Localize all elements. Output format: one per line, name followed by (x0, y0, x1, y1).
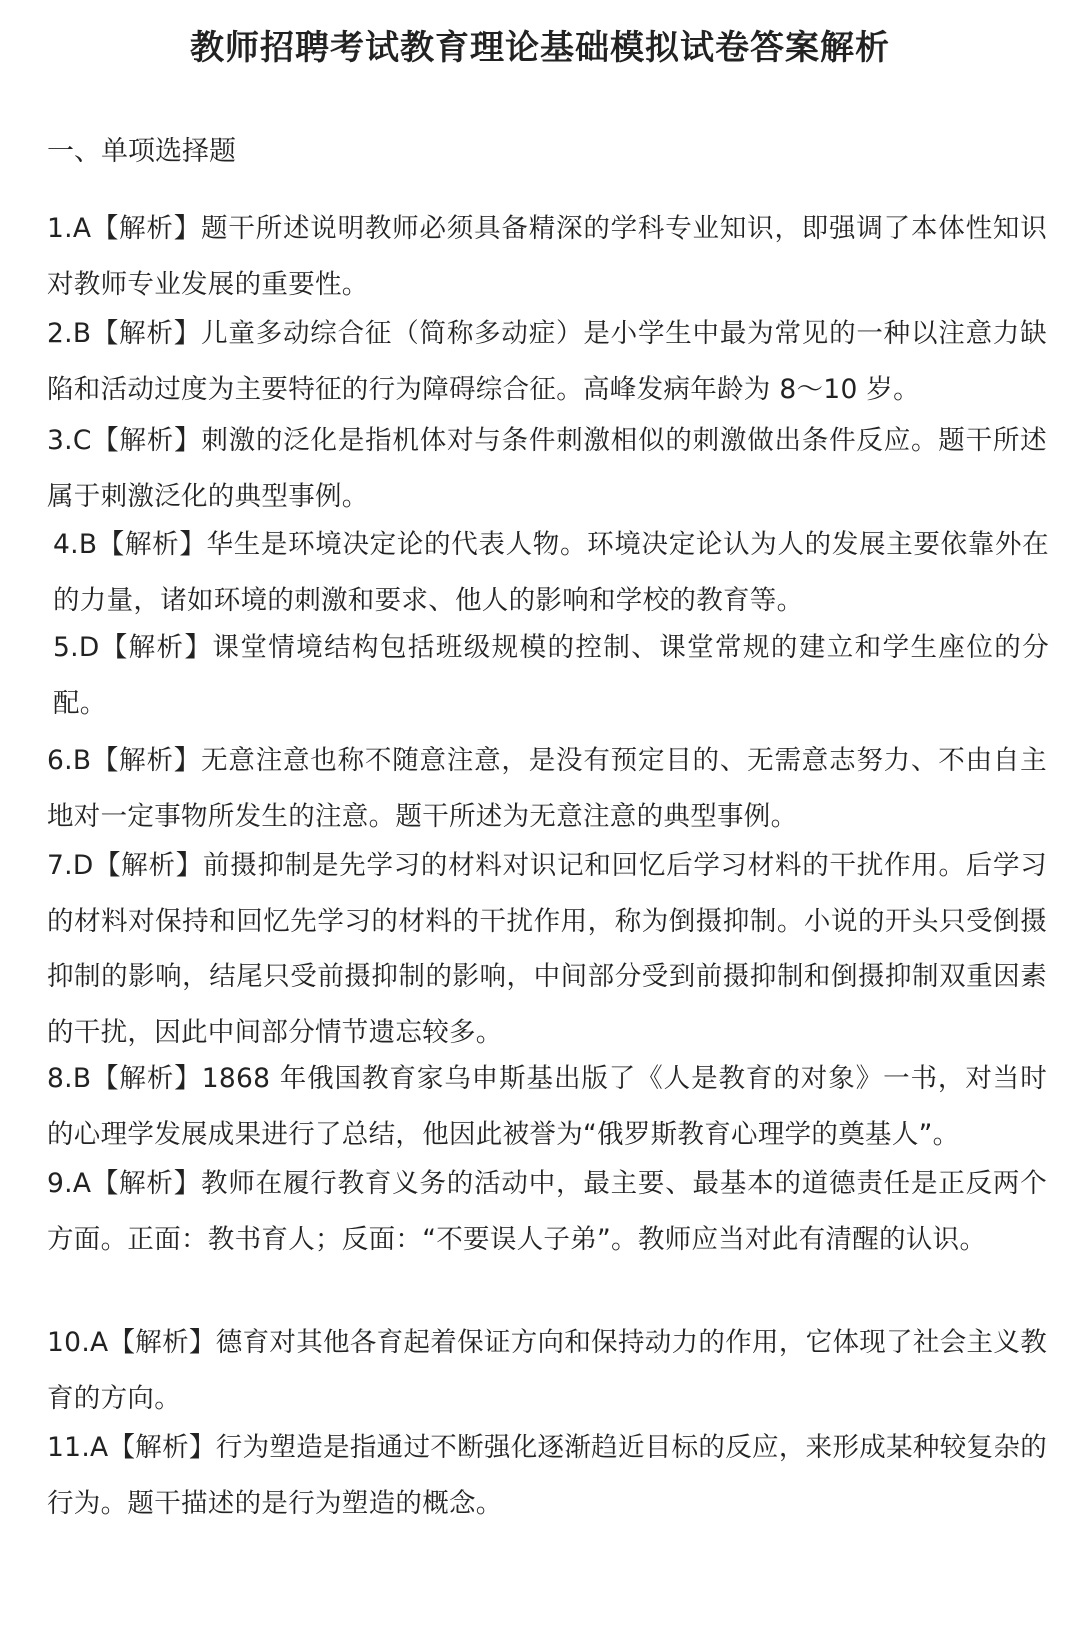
answer-explanation: 课堂情境结构包括班级规模的控制、课堂常规的建立和学生座位的分配。 (53, 632, 1050, 719)
answer-label: 10.A【解析】 (47, 1327, 216, 1358)
answer-label: 4.B【解析】 (53, 529, 207, 560)
answer-label: 3.C【解析】 (47, 425, 202, 456)
answer-item-11 (47, 1420, 1047, 1531)
answer-item-6 (47, 733, 1047, 844)
answer-item-3 (47, 413, 1047, 524)
answer-item-5 (53, 620, 1049, 731)
answer-item-9 (47, 1156, 1047, 1267)
answer-label: 5.D【解析】 (53, 632, 213, 663)
answer-item-10 (47, 1315, 1047, 1426)
answer-label: 1.A【解析】 (47, 213, 202, 244)
answer-explanation: 德育对其他各育起着保证方向和保持动力的作用，它体现了社会主义教育的方向。 (47, 1327, 1047, 1414)
answer-item-2 (47, 306, 1047, 417)
answer-label: 2.B【解析】 (47, 318, 202, 349)
answer-explanation: 无意注意也称不随意注意，是没有预定目的、无需意志努力、不由自主地对一定事物所发生的注意。题干所述为无意注意的典型事例。 (47, 745, 1047, 832)
answer-label: 9.A【解析】 (47, 1168, 202, 1199)
answer-item-1 (47, 201, 1047, 312)
answer-explanation: 教师在履行教育义务的活动中，最主要、最基本的道德责任是正反两个方面。正面：教书育人；反面：“不要误人子弟”。教师应当对此有清醒的认识。 (47, 1168, 1047, 1255)
answer-item-7 (47, 838, 1047, 1060)
section-heading-single-choice: 一、单项选择题 (47, 136, 236, 167)
answer-explanation: 题干所述说明教师必须具备精深的学科专业知识，即强调了本体性知识对教师专业发展的重要性。 (47, 213, 1047, 300)
answer-explanation: 刺激的泛化是指机体对与条件刺激相似的刺激做出条件反应。题干所述属于刺激泛化的典型事例。 (47, 425, 1047, 512)
answer-explanation: 华生是环境决定论的代表人物。环境决定论认为人的发展主要依靠外在的力量，诸如环境的刺激和要求、他人的影响和学校的教育等。 (53, 529, 1049, 616)
answer-explanation: 儿童多动综合征（简称多动症）是小学生中最为常见的一种以注意力缺陷和活动过度为主要特征的行为障碍综合征。高峰发病年龄为 8～10 岁。 (47, 318, 1047, 405)
answer-label: 7.D【解析】 (47, 850, 203, 881)
answer-explanation: 行为塑造是指通过不断强化逐渐趋近目标的反应，来形成某种较复杂的行为。题干描述的是行为塑造的概念。 (47, 1432, 1047, 1519)
answer-label: 8.B【解析】 (47, 1063, 202, 1094)
answer-label: 11.A【解析】 (47, 1432, 216, 1463)
answer-explanation: 前摄抑制是先学习的材料对识记和回忆后学习材料的干扰作用。后学习的材料对保持和回忆先学习的材料的干扰作用，称为倒摄抑制。小说的开头只受倒摄抑制的影响，结尾只受前摄抑制的影响，中间部分受到前摄抑制和倒摄抑制双重因素的干扰，因此中间部分情节遗忘较多。 (47, 850, 1047, 1048)
answer-explanation: 1868 年俄国教育家乌申斯基出版了《人是教育的对象》一书，对当时的心理学发展成果进行了总结，他因此被誉为“俄罗斯教育心理学的奠基人”。 (47, 1063, 1047, 1150)
answer-label: 6.B【解析】 (47, 745, 202, 776)
answer-item-8 (47, 1051, 1047, 1162)
document-title: 教师招聘考试教育理论基础模拟试卷答案解析 (190, 28, 890, 68)
answer-item-4 (53, 517, 1049, 628)
